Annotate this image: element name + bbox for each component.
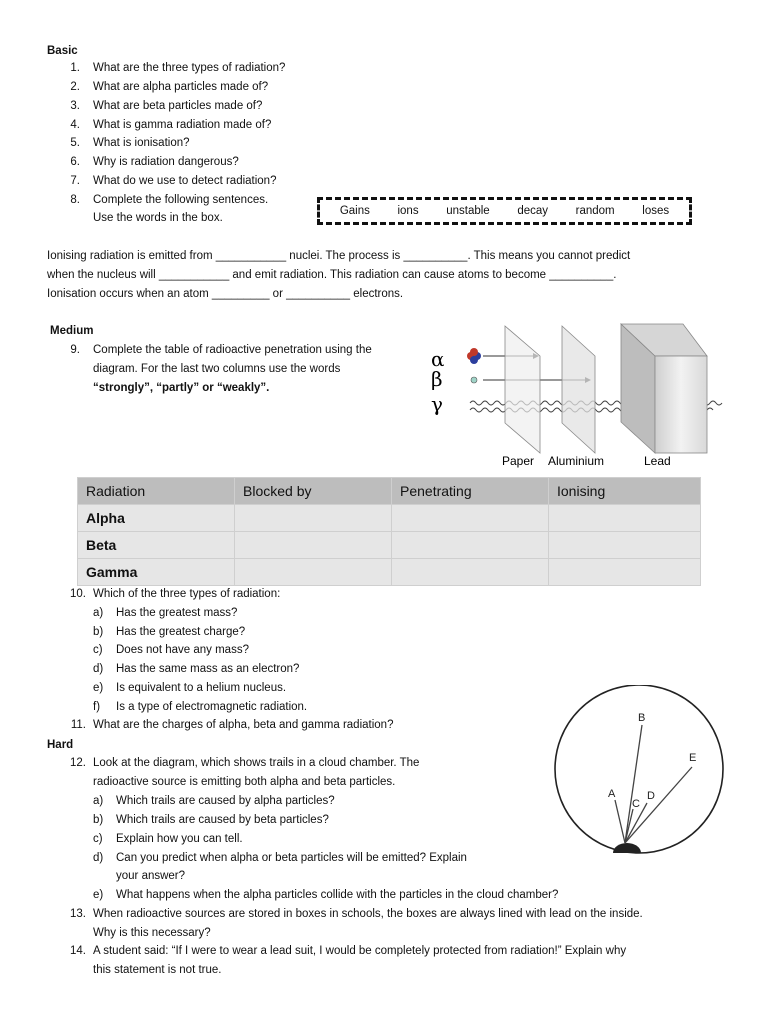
question-text: A student said: “If I were to wear a lead suit, I would be completely protected from radiation!” Explain why [93, 945, 627, 957]
question-number: 9. [70, 344, 80, 356]
sub-letter: c) [93, 644, 103, 656]
question-text: Complete the table of radioactive penetration using the [93, 344, 372, 356]
sub-letter: e) [93, 682, 104, 694]
table-cell[interactable] [392, 559, 549, 586]
question-number: 2. [70, 81, 80, 93]
question-text: Which of the three types of radiation: [93, 588, 281, 600]
trail-label: E [689, 752, 697, 764]
question-number: 8. [70, 194, 80, 206]
cloud-chamber-diagram [545, 685, 745, 860]
sub-question-text: Explain how you can tell. [116, 833, 243, 845]
question-text: “strongly”, “partly” or “weakly”. [93, 382, 270, 394]
hard-heading: Hard [47, 739, 74, 751]
question-text: diagram. For the last two columns use the words [93, 363, 341, 375]
sub-question-text: Has the greatest mass? [116, 607, 238, 619]
word-box-item: unstable [446, 205, 490, 217]
word-box-item: random [575, 205, 615, 217]
penetration-table [77, 477, 701, 586]
table-header-row [78, 478, 701, 505]
question-number: 7. [70, 175, 80, 187]
question-number: 13. [70, 908, 86, 920]
question-text: What are beta particles made of? [93, 100, 263, 112]
sub-question-text: Does not have any mass? [116, 644, 249, 656]
paper-label: Paper [502, 454, 535, 468]
question-text: What is ionisation? [93, 137, 190, 149]
table-row [78, 559, 701, 586]
question-text-continued: Use the words in the box. [93, 212, 223, 224]
sub-letter: e) [93, 889, 104, 901]
paper-sheet [505, 326, 540, 453]
question-text: What do we use to detect radiation? [93, 175, 277, 187]
table-cell[interactable] [235, 532, 392, 559]
sub-question-text: Which trails are caused by beta particles? [116, 814, 329, 826]
sub-question-text: Is equivalent to a helium nucleus. [116, 682, 287, 694]
column-header: Ionising [549, 478, 701, 505]
sub-question-text: Has the same mass as an electron? [116, 663, 300, 675]
table-row [78, 532, 701, 559]
question-number: 10. [70, 588, 86, 600]
word-box-item: decay [517, 205, 549, 217]
question-number: 14. [70, 945, 86, 957]
word-box-item: Gains [339, 205, 370, 217]
question-number: 5. [70, 137, 80, 149]
sub-letter: b) [93, 814, 104, 826]
sub-letter: a) [93, 795, 104, 807]
question-number: 1. [70, 62, 80, 74]
column-header: Blocked by [235, 478, 392, 505]
question-text: radioactive source is emitting both alpha and beta particles. [93, 776, 396, 788]
cloze-line: Ionising radiation is emitted from ___________ nuclei. The process is __________. This means you cannot predict [47, 250, 631, 262]
trail-label: D [647, 790, 655, 802]
table-row [78, 505, 701, 532]
question-text: What is gamma radiation made of? [93, 119, 272, 131]
question-text: Why is radiation dangerous? [93, 156, 239, 168]
table-cell[interactable] [549, 532, 701, 559]
trail-label: B [638, 712, 646, 724]
beta-particle-icon [471, 377, 477, 383]
table-cell[interactable] [392, 505, 549, 532]
alpha-symbol: α [431, 347, 445, 371]
question-number: 3. [70, 100, 80, 112]
lead-label: Lead [644, 454, 671, 468]
question-number: 6. [70, 156, 80, 168]
column-header: Radiation [78, 478, 235, 505]
table-cell[interactable] [549, 559, 701, 586]
radioactive-source [613, 843, 641, 853]
sub-question-text: Has the greatest charge? [116, 626, 246, 638]
table-cell[interactable] [235, 505, 392, 532]
sub-question-text: Which trails are caused by alpha particles? [116, 795, 335, 807]
sub-question-text: Can you predict when alpha or beta particles will be emitted? Explain [116, 852, 467, 864]
question-text: Look at the diagram, which shows trails in a cloud chamber. The [93, 757, 420, 769]
trail-label: A [608, 788, 616, 800]
sub-question-text: Is a type of electromagnetic radiation. [116, 701, 308, 713]
question-number: 12. [70, 757, 86, 769]
aluminium-label: Aluminium [548, 454, 605, 468]
column-header: Penetrating [392, 478, 549, 505]
aluminium-sheet [562, 326, 595, 453]
question-text: Complete the following sentences. [93, 194, 269, 206]
beta-symbol: β [431, 367, 443, 391]
penetration-diagram [425, 318, 725, 473]
medium-heading: Medium [50, 325, 94, 337]
sub-question-text: your answer? [116, 870, 186, 882]
table-cell[interactable] [392, 532, 549, 559]
sub-question-text: What happens when the alpha particles collide with the particles in the cloud chamber? [116, 889, 559, 901]
question-number: 11. [70, 719, 86, 731]
row-label: Beta [78, 532, 235, 559]
question-text: this statement is not true. [93, 964, 222, 976]
table-cell[interactable] [549, 505, 701, 532]
sub-letter: a) [93, 607, 104, 619]
table-cell[interactable] [235, 559, 392, 586]
trails [615, 725, 692, 843]
row-label: Gamma [78, 559, 235, 586]
question-text: What are the charges of alpha, beta and gamma radiation? [93, 719, 394, 731]
cloze-line: when the nucleus will ___________ and emit radiation. This radiation can cause atoms to become __________. [47, 269, 617, 281]
sub-letter: c) [93, 833, 103, 845]
sub-letter: f) [93, 701, 101, 713]
basic-heading: Basic [47, 45, 78, 57]
lead-block [621, 324, 707, 453]
question-number: 4. [70, 119, 80, 131]
cloze-line: Ionisation occurs when an atom _________ or __________ electrons. [47, 288, 404, 300]
row-label: Alpha [78, 505, 235, 532]
sub-letter: d) [93, 852, 104, 864]
word-box [317, 197, 692, 225]
sub-letter: b) [93, 626, 104, 638]
alpha-particle-icon [467, 348, 481, 364]
question-text: Why is this necessary? [93, 927, 211, 939]
trail-label: C [632, 798, 640, 810]
word-box-item: ions [397, 205, 419, 217]
gamma-symbol: γ [431, 392, 443, 416]
question-text: What are the three types of radiation? [93, 62, 286, 74]
sub-letter: d) [93, 663, 104, 675]
question-text: What are alpha particles made of? [93, 81, 269, 93]
word-box-item: loses [642, 205, 670, 217]
question-text: When radioactive sources are stored in boxes in schools, the boxes are always lined with lead on the inside. [93, 908, 643, 920]
